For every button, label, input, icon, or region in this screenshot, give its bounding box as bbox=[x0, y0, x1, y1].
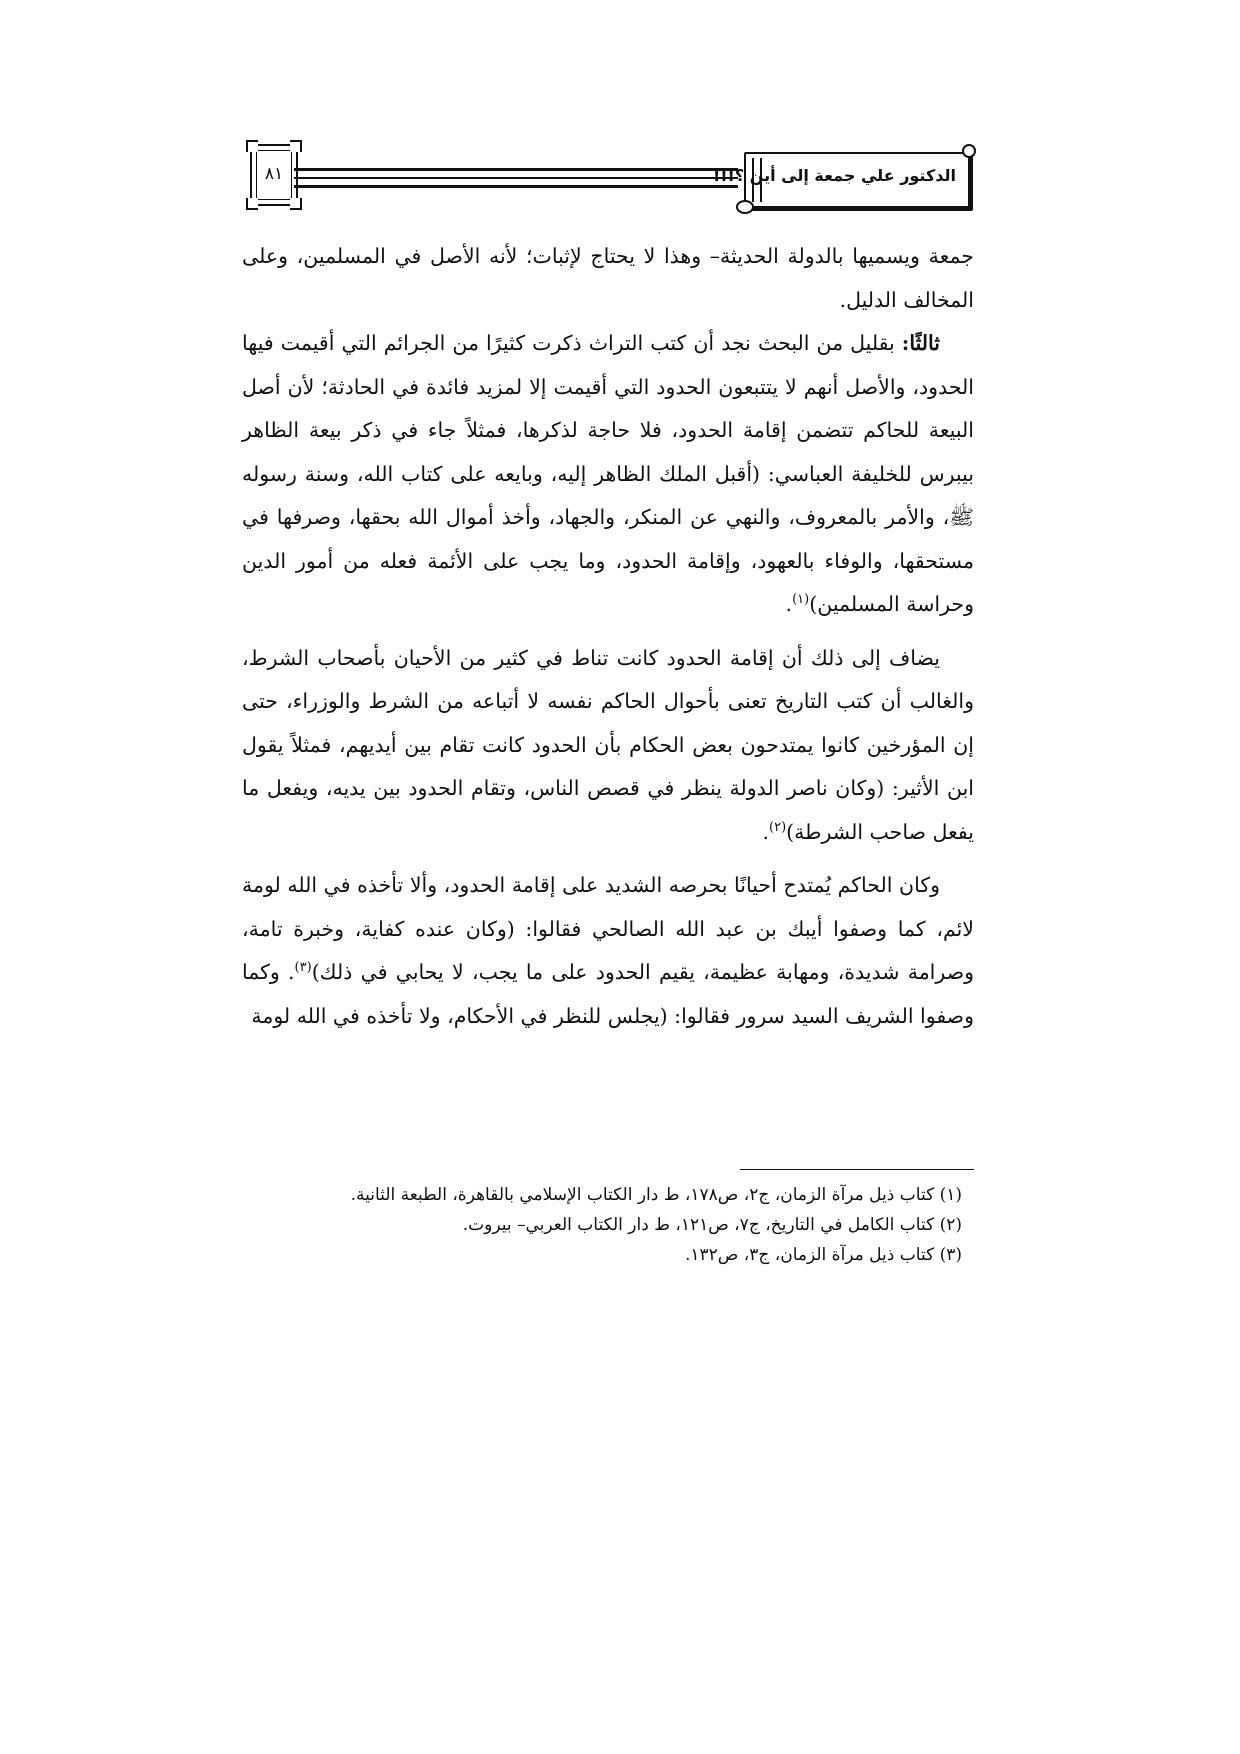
paragraph-lead: ثالثًا: bbox=[901, 331, 940, 355]
paragraph-4: وكان الحاكم يُمتدح أحيانًا بحرصه الشديد على إقامة الحدود، وألا تأخذه في الله لومة لائم، كما وصفوا أيبك بن عبد الله الصالحي فقالوا: (وكان عنده كفاية، وخبرة تامة، وصرامة شديدة، ومهابة عظيمة، يقيم الحدود على ما يجب، لا يحابي في ذلك)$^{(٣)}$. وكما وصفوا الشريف السيد سرور فقالوا: (يجلس للنظر في الأحكام، ولا تأخذه في الله لومة bbox=[242, 873, 974, 1028]
paragraph-1: جمعة ويسميها بالدولة الحديثة– وهذا لا يحتاج لإثبات؛ لأنه الأصل في المسلمين، وعلى المخالف الدليل. bbox=[242, 244, 974, 312]
running-header bbox=[250, 130, 970, 220]
footnote-3: (٣) كتاب ذيل مرآة الزمان، ج٣، ص١٣٢. bbox=[684, 1245, 962, 1265]
footnote-ref-2[interactable]: (٢) bbox=[769, 819, 787, 835]
paragraph-4-text: وكان الحاكم يُمتدح أحيانًا بحرصه الشديد على إقامة الحدود، وألا تأخذه في الله لومة لائم، كما وصفوا أيبك بن عبد الله الصالحي فقالوا: (وكان عنده كفاية، وخبرة تامة، وصرامة شديدة، ومهابة عظيمة، يقيم الحدود على ما يجب، لا يحابي في ذلك) bbox=[242, 873, 974, 984]
paragraph-2-text: بقليل من البحث نجد أن كتب التراث ذكرت كثيرًا من الجرائم التي أقيمت فيها الحدود، والأصل أنهم لا يتتبعون الحدود التي أقيمت إلا لمزيد فائدة في الحادثة؛ لأن أصل البيعة للحاكم تتضمن إقامة الحدود، فلا حاجة لذكرها، فمثلاً جاء في ذكر بيعة الظاهر بيبرس للخليفة العباسي: (أقبل الملك الظاهر إليه، وبايعه على كتاب الله، وسنة رسوله ﷺ، والأمر بالمعروف، والنهي عن المنكر، والجهاد، وأخذ أموال الله بحقها، وصرفها في مستحقها، والوفاء بالعهود، وإقامة الحدود، وما يجب على الأئمة فعله من أمور الدين وحراسة المسلمين) bbox=[242, 331, 974, 616]
paragraph-3: يضاف إلى ذلك أن إقامة الحدود كانت تناط في كثير من الأحيان بأصحاب الشرط، والغالب أن كتب التاريخ تعنى بأحوال الحاكم نفسه لا أتباعه من الشرط والوزراء، حتى إن المؤرخين كانوا يمتدحون بعض الحكام بأن الحدود كانت تقام بين أيديهم، فمثلاً يقول ابن الأثير: (وكان ناصر الدولة ينظر في قصص الناس، وتقام الحدود بين يديه، ويفعل ما يفعل صاحب الشرطة)$^{(٢)}$. bbox=[242, 645, 974, 844]
footnote-ref-3[interactable]: (٣) bbox=[294, 960, 312, 976]
footnote-separator bbox=[740, 1169, 974, 1170]
footnote-ref-1[interactable]: (١) bbox=[792, 592, 810, 608]
page-body bbox=[242, 235, 974, 1038]
page-number: ٨١ bbox=[264, 164, 284, 184]
footnote-1: (١) كتاب ذيل مرآة الزمان، ج٢، ص١٧٨، ط دار الكتاب الإسلامي بالقاهرة، الطبعة الثانية. bbox=[350, 1185, 962, 1205]
footnotes bbox=[242, 1180, 972, 1270]
scroll-banner bbox=[712, 152, 970, 208]
header-rule bbox=[294, 168, 738, 188]
footnote-2: (٢) كتاب الكامل في التاريخ، ج٧، ص١٢١، ط دار الكتاب العربي– بيروت. bbox=[462, 1215, 962, 1235]
paragraph-3-text: يضاف إلى ذلك أن إقامة الحدود كانت تناط في كثير من الأحيان بأصحاب الشرط، والغالب أن كتب التاريخ تعنى بأحوال الحاكم نفسه لا أتباعه من الشرط والوزراء، حتى إن المؤرخين كانوا يمتدحون بعض الحكام بأن الحدود كانت تقام بين أيديهم، فمثلاً يقول ابن الأثير: (وكان ناصر الدولة ينظر في قصص الناس، وتقام الحدود بين يديه، ويفعل ما يفعل صاحب الشرطة) bbox=[242, 645, 974, 844]
page-number-frame bbox=[250, 144, 298, 206]
paragraph-2: ثالثًا: بقليل من البحث نجد أن كتب التراث ذكرت كثيرًا من الجرائم التي أقيمت فيها الحدود، والأصل أنهم لا يتتبعون الحدود التي أقيمت إلا لمزيد فائدة في الحادثة؛ لأن أصل البيعة للحاكم تتضمن إقامة الحدود، فلا حاجة لذكرها، فمثلاً جاء في ذكر بيعة الظاهر بيبرس للخليفة العباسي: (أقبل الملك الظاهر إليه، وبايعه على كتاب الله، وسنة رسوله ﷺ، والأمر بالمعروف، والنهي عن المنكر، والجهاد، وأخذ أموال الله بحقها، وصرفها في مستحقها، والوفاء بالعهود، وإقامة الحدود، وما يجب على الأئمة فعله من أمور الدين وحراسة المسلمين)$^{(١)}$. bbox=[242, 331, 974, 616]
scroll-curl-icon bbox=[736, 200, 754, 214]
scroll-curl-icon bbox=[962, 144, 976, 158]
running-title: الدكتور علي جمعة إلى أين ؟!!! bbox=[712, 166, 956, 185]
